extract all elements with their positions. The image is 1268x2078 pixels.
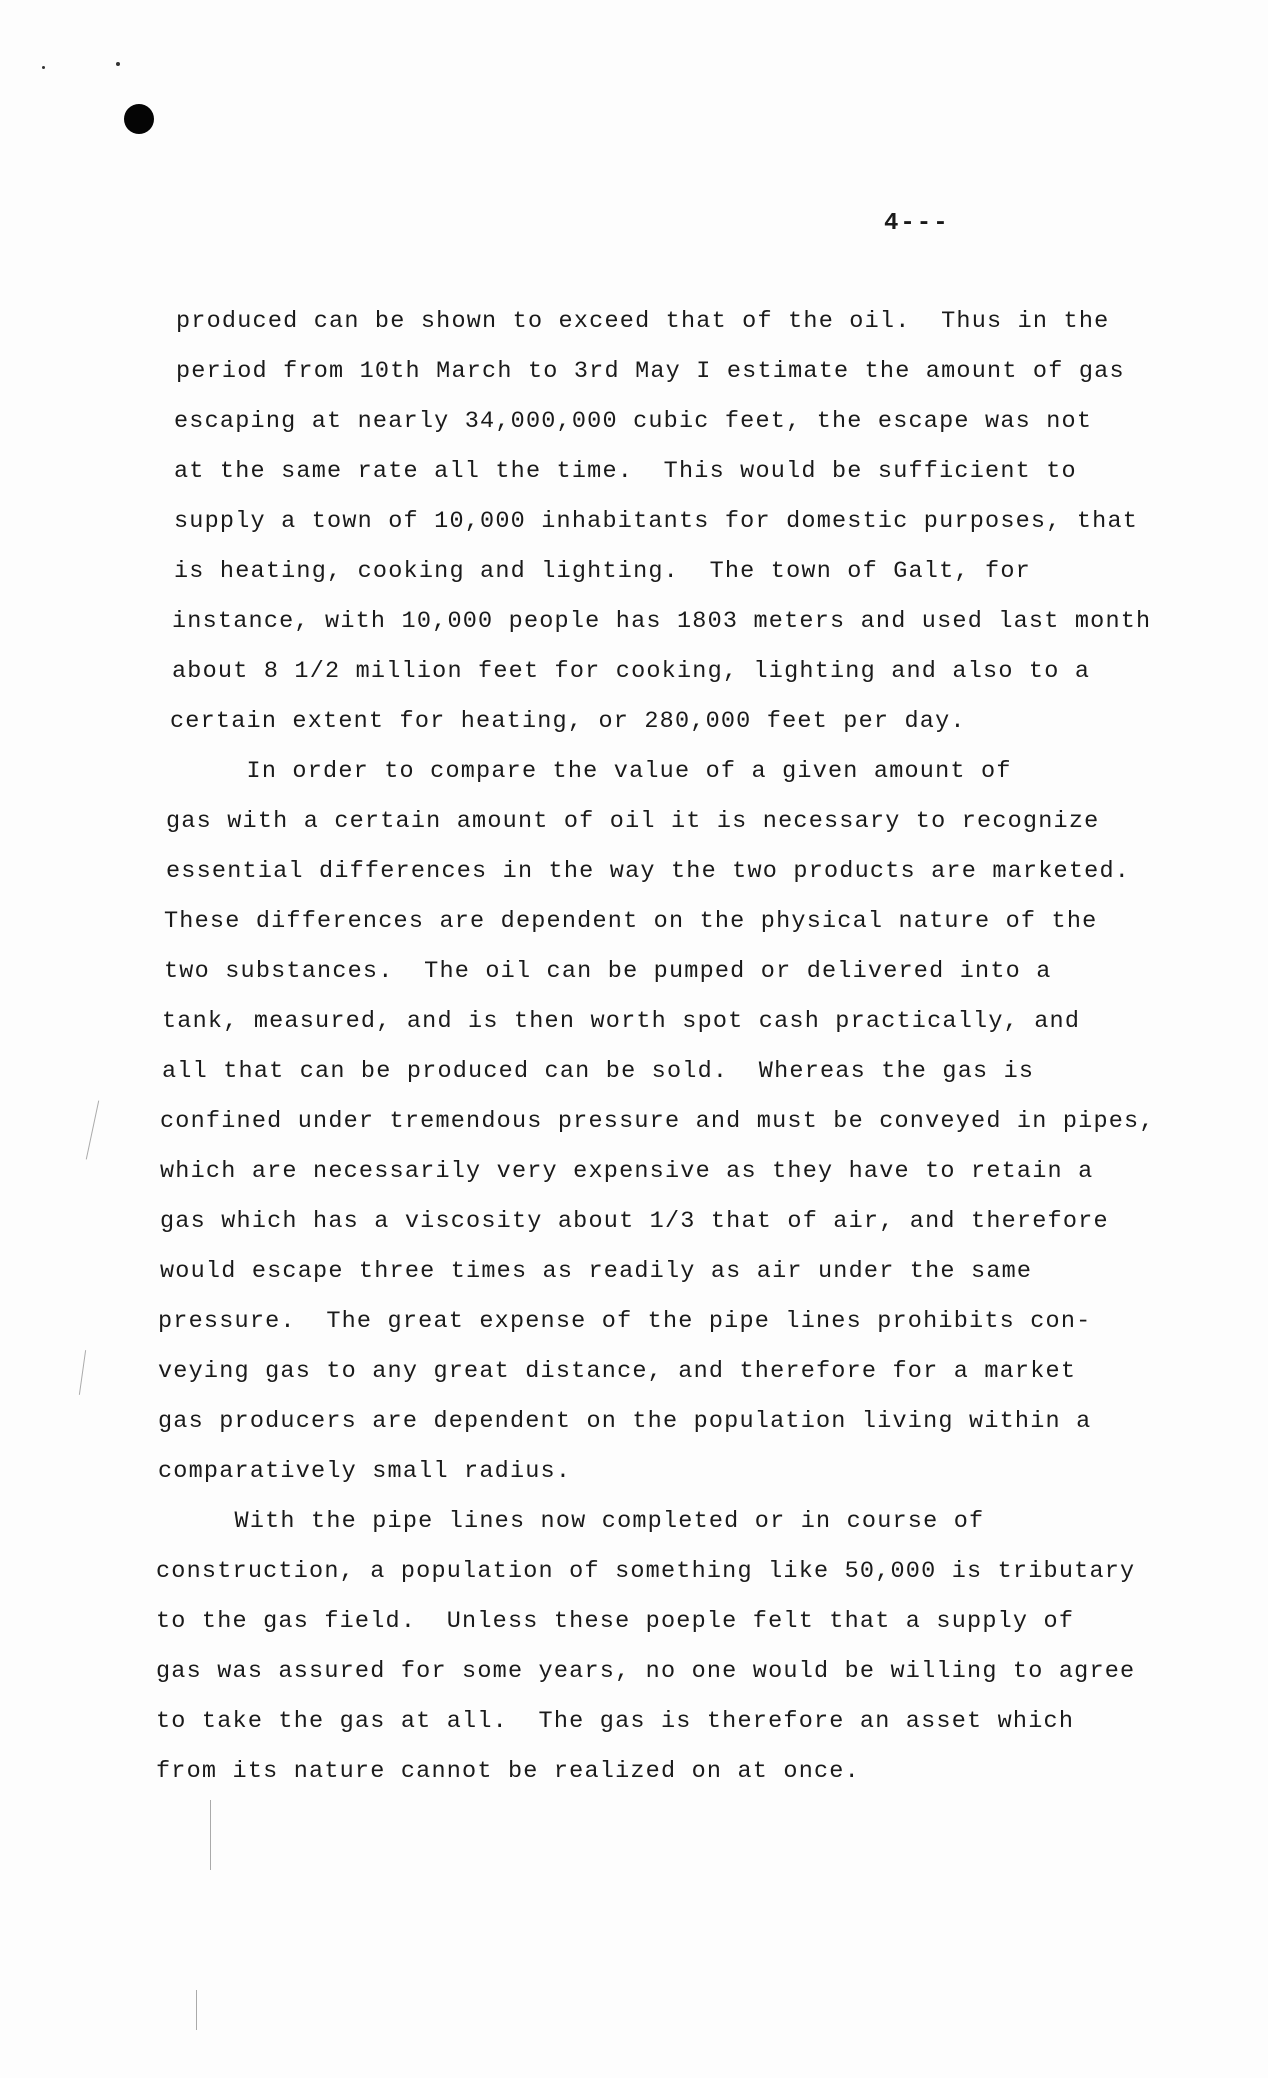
text-line: from its nature cannot be realized on at once.	[156, 1758, 860, 1785]
margin-mark	[196, 1990, 197, 2030]
text-line: In order to compare the value of a given amount of	[170, 758, 1012, 785]
margin-mark	[79, 1350, 86, 1395]
punch-hole	[124, 104, 154, 134]
text-line: gas which has a viscosity about 1/3 that of air, and therefore	[160, 1208, 1109, 1235]
text-line: escaping at nearly 34,000,000 cubic feet, the escape was not	[174, 408, 1093, 435]
text-line: comparatively small radius.	[158, 1458, 572, 1485]
page-number: 4---	[884, 210, 950, 237]
text-line: veying gas to any great distance, and therefore for a market	[158, 1358, 1077, 1385]
text-line: gas producers are dependent on the population living within a	[158, 1408, 1092, 1435]
text-line: would escape three times as readily as air under the same	[160, 1258, 1033, 1285]
text-line: period from 10th March to 3rd May I estimate the amount of gas	[176, 358, 1125, 385]
text-line: at the same rate all the time. This would be sufficient to	[174, 458, 1077, 485]
margin-mark	[210, 1800, 211, 1870]
text-line: which are necessarily very expensive as they have to retain a	[160, 1158, 1094, 1185]
text-line: certain extent for heating, or 280,000 feet per day.	[170, 708, 966, 735]
text-line: gas was assured for some years, no one would be willing to agree	[156, 1658, 1136, 1685]
text-line: essential differences in the way the two products are marketed.	[166, 858, 1131, 885]
text-line: to the gas field. Unless these poeple felt that a supply of	[156, 1608, 1075, 1635]
text-line: produced can be shown to exceed that of the oil. Thus in the	[176, 308, 1110, 335]
speck-mark	[42, 66, 45, 69]
text-line: pressure. The great expense of the pipe lines prohibits con-	[158, 1308, 1092, 1335]
margin-mark	[86, 1101, 99, 1160]
text-line: confined under tremendous pressure and must be conveyed in pipes,	[160, 1108, 1155, 1135]
text-line: These differences are dependent on the physical nature of the	[164, 908, 1098, 935]
text-line: is heating, cooking and lighting. The town of Galt, for	[174, 558, 1031, 585]
text-line: about 8 1/2 million feet for cooking, lighting and also to a	[172, 658, 1091, 685]
text-line: supply a town of 10,000 inhabitants for domestic purposes, that	[174, 508, 1139, 535]
text-line: two substances. The oil can be pumped or delivered into a	[164, 958, 1052, 985]
text-line: all that can be produced can be sold. Whereas the gas is	[162, 1058, 1035, 1085]
text-line: With the pipe lines now completed or in course of	[158, 1508, 985, 1535]
text-line: construction, a population of something like 50,000 is tributary	[156, 1558, 1136, 1585]
text-line: tank, measured, and is then worth spot cash practically, and	[162, 1008, 1081, 1035]
text-line: instance, with 10,000 people has 1803 meters and used last month	[172, 608, 1152, 635]
speck-mark	[116, 62, 120, 66]
text-line: to take the gas at all. The gas is therefore an asset which	[156, 1708, 1075, 1735]
text-line: gas with a certain amount of oil it is necessary to recognize	[166, 808, 1100, 835]
